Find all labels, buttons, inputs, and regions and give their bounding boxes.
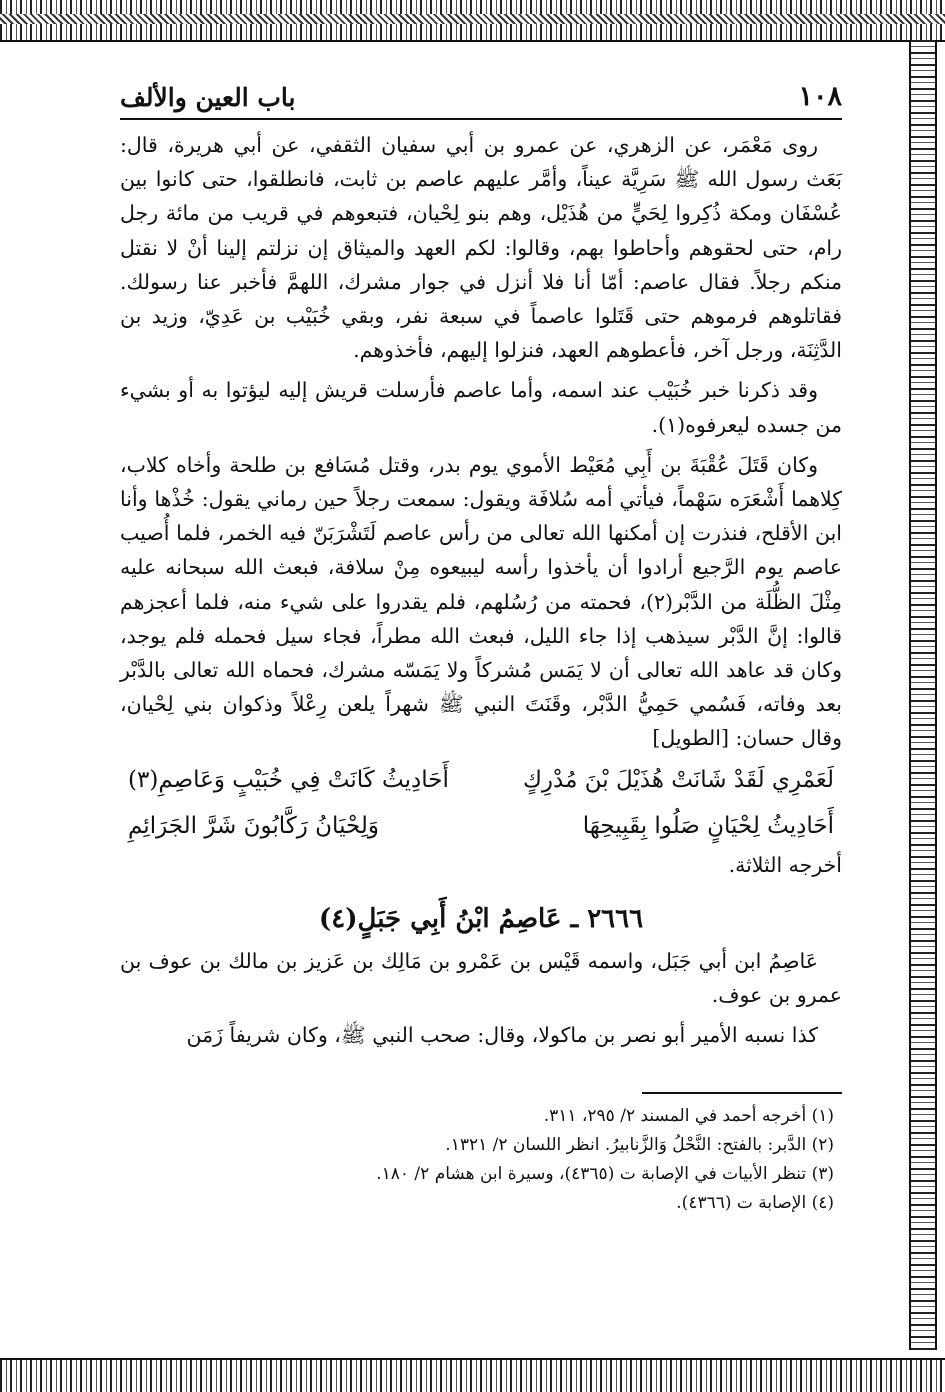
- paragraph: روى مَعْمَر، عن الزهري، عن عمرو بن أبي سفيان الثقفي، عن أبي هريرة، قال: بَعَث رسول الله ﷺ سَرِيَّة عيناً، وأمَّر عليهم عاصم بن ثابت، فانطلقوا، حتى كانوا بين عُسْفَان ومكة ذُكِروا لِحَيٍّ من هُذَيْل، وهم بنو لِحْيان، فتبعوهم في قريب من مائة رجل رام، حتى لحقوهم وأحاطوا بهم، وقالوا: لكم العهد والميثاق إن نزلتم إلينا أنْ لا نقتل منكم رجلاً. فقال عاصم: أمّا أنا فلا أنزل في جوار مشرك، اللهمَّ فأخبر عنا رسولك. فقاتلوهم فرموهم حتى قَتَلوا عاصماً في سبعة نفر، وبقي خُبَيْب بن عَدِيّ، وزيد بن الدَّثِنَة، ورجل آخر، فأعطوهم العهد، فنزلوا إليهم، فأخذوهم.: [120, 133, 842, 363]
- footnote: (١) أخرجه أحمد في المسند ٢/ ٢٩٥، ٣١١.: [543, 1106, 834, 1127]
- footnote: (٤) الإصابة ت (٤٣٦٦).: [676, 1193, 834, 1214]
- footnote-divider: [642, 1092, 842, 1094]
- ornamental-border-right: [909, 40, 937, 1350]
- book-page: [120, 70, 842, 1218]
- page-header: [120, 70, 842, 120]
- verse-first-hemistich: لَعَمْرِي لَقَدْ شَانَتْ هُذَيْلَ بْنَ مُدْرِكٍ: [522, 766, 834, 793]
- entry-heading: ٢٦٦٦ ـ عَاصِمُ ابْنُ أَبِي جَبَلٍ(٤): [318, 903, 644, 934]
- verse-first-hemistich: أَحَادِيثُ لِحْيَانٍ صَلُوا بِقَبِيحِهَا: [582, 812, 834, 839]
- poem-verse: [120, 758, 842, 802]
- paragraph: كذا نسبه الأمير أبو نصر بن ماكولا، وقال: صحب النبي ﷺ، وكان شريفاً زَمَن: [186, 1023, 818, 1048]
- footnote: (٣) تنظر الأبيات في الإصابة ت (٤٣٦٥)، وسيرة ابن هشام ٢/ ١٨٠.: [376, 1164, 834, 1185]
- verse-second-hemistich: أَحَادِيثُ كَانَتْ فِي خُبَيْبٍ وَعَاصِمِ(٣): [128, 766, 449, 793]
- chapter-title: باب العين والألف: [120, 83, 296, 112]
- paragraph: أخرجه الثلاثة.: [728, 852, 842, 877]
- ornamental-border-top: [0, 0, 945, 42]
- verse-second-hemistich: وَلِحْيَانُ رَكَّابُونَ شَرَّ الجَرَائِمِ: [128, 812, 379, 839]
- paragraph: وقد ذكرنا خبر خُبَيْب عند اسمه، وأما عاصم فأرسلت قريش إليه ليؤتوا به أو بشيء من جسده ليعرفوه(١).: [120, 378, 842, 437]
- page-number: ١٠٨: [798, 81, 842, 112]
- paragraph: وكان قَتَلَ عُقْبَةَ بن أَبِي مُعَيْط الأموي يوم بدر، وقتل مُسَافع بن طلحة وأخاه كلاب، كِلاهما أَشْعَرَه سَهْماً، فيأتي أمه سُلافَة ويقول: سمعت رجلاً حين رماني يقول: خُذْها وأنا ابن الأقلح، فنذرت إن أمكنها الله تعالى من رأس عاصم لَتَشْرَبَنّ فيه الخمر، فلما أُصيب عاصم يوم الرَّجيع أرادوا أن يأخذوا رأسه ليبيعوه مِنْ سلافة، فبعث الله سبحانه عليه مِثْلَ الظُّلَة من الدَّبْر(٢)، فحمته من رُسُلهم، فلم يقدروا على شيء منه، فلما أعجزهم قالوا: إنَّ الدَّبْر سيذهب إذا جاء الليل، فبعث الله مطراً، فجاء سيل فحمله فلم يوجد، وكان قد عاهد الله تعالى أن لا يَمَس مُشركاً ولا يَمَسّه مشرك، فحماه الله تعالى بالدَّبْر بعد وفاته، فَسُمي حَمِيُّ الدَّبْر، وقَنَتَ النبي ﷺ شهراً يلعن رِعْلاً وذكوان بني لِحْيان، وقال حسان: [الطويل]: [120, 452, 842, 751]
- poem-verse: [120, 804, 842, 848]
- page-body: [120, 128, 842, 1218]
- footnote: (٢) الدَّبر: بالفتح: النَّحْلُ وَالزَّنابيرُ. انظر اللسان ٢/ ١٣٢١.: [445, 1135, 834, 1156]
- paragraph: عَاصِمُ ابن أبي جَبَل، واسمه قَيْس بن عَمْرو بن مَالِك بن عَزيز بن مالك بن عوف بن عمرو بن عوف.: [120, 948, 842, 1008]
- ornamental-border-bottom: [0, 1358, 945, 1392]
